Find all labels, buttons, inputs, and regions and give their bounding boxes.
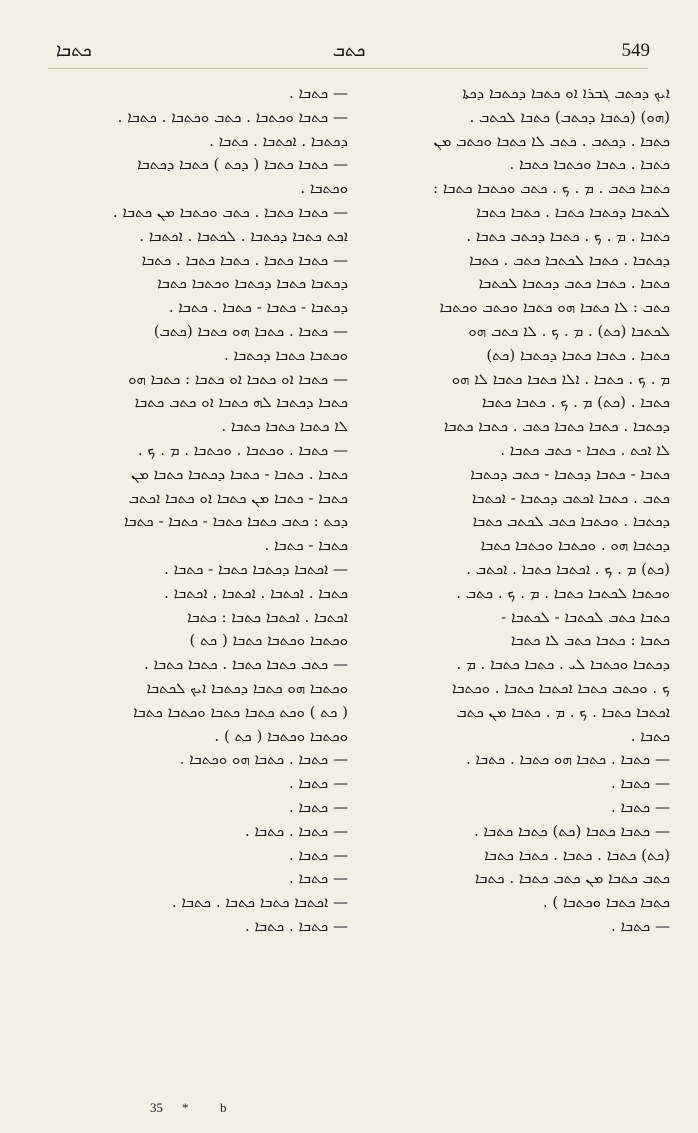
- text-line: — ܟܬܒܐ .: [288, 774, 348, 793]
- page-header: [48, 40, 650, 68]
- text-line: ܟܬܒ : ܠܐ ܟܬܒܐ ܗܘ ܟܬܒܐ ܘܟܬܒ ܘܟܬܒܐ: [439, 298, 670, 317]
- text-line: ܟܬܒܐ - ܟܬܒܐ ܡܢ ܟܬܒܐ ܐܘ ܟܬܒܐ ܐܟܬܒ: [128, 488, 348, 507]
- text-line: ܐܟܬ ܟܬܒܐ ܕܟܬܒܐ . ܠܟܬܒܐ . ܐܟܬܒܐ .: [139, 226, 348, 245]
- text-line: — ܟܬܒܐ . ܟܬܒܐ .: [244, 821, 348, 840]
- asterisk-mark: *: [182, 1100, 189, 1115]
- text-line: — ܟܬܒܐ ܟܬܒܐ ( ܕܟܬ ) ܟܬܒܐ ܕܟܬܒܐ: [137, 155, 348, 174]
- text-line: — ܟܬܒܐ .: [610, 916, 670, 935]
- text-line: — ܟܬܒܐ ܟܬܒܐ . ܟܬܒܐ ܟܬܒܐ . ܟܬܒܐ: [141, 250, 348, 269]
- text-line: ܟܬܒܐ - ܟܬܒܐ .: [264, 536, 348, 555]
- text-line: ܘܟܬܒܐ ܠܟܬܒܐ ܟܬܒܐ . ܡ . ܟ . ܟܬܒ .: [456, 583, 670, 602]
- text-line: ܐܝܟ ܕܟܬܒ ܓܒܪܐ ܐܘ ܟܬܒܐ ܕܟܬܒܐ ܕܟܬܐ: [462, 84, 670, 102]
- text-line: — ܟܬܒܐ .: [288, 797, 348, 816]
- text-line: ܠܟܬܒܐ ܕܟܬܒܐ ܟܬܒܐ . ܟܬܒܐ ܟܬܒܐ: [476, 202, 670, 221]
- text-line: ܐܟܬܒܐ ܟܬܒܐ . ܟ . ܡ . ܟܬܒܐ ܡܢ ܟܬܒ: [456, 702, 670, 721]
- signature-mark: 35: [150, 1100, 163, 1115]
- text-line: (ܟܬ) ܟܬܒܐ . ܟܬܒܐ . ܟܬܒܐ ܟܬܒܐ: [484, 845, 670, 864]
- text-line: ܟܬܒܐ ܟܬܒ . ܡ . ܟ . ܟܬܒ ܘܟܬܒܐ ܟܬܒܐ :: [433, 179, 670, 198]
- page-number: 549: [621, 40, 650, 61]
- text-line: ܕܟܬ : ܟܬܒ ܟܬܒܐ ܟܬܒܐ - ܟܬܒܐ - ܟܬܒܐ: [123, 512, 348, 531]
- text-line: ܕܟܬܒܐ ܗܘ . ܘܟܬܒܐ ܘܟܬܒܐ ܟܬܒܐ: [480, 536, 670, 555]
- text-line: ܟܬܒܐ . ܐܟܬܒܐ . ܐܟܬܒܐ . ܐܟܬܒܐ .: [164, 583, 348, 602]
- text-line: ܘܟܬܒܐ ܗܘ ܟܬܒܐ ܕܟܬܒܐ ܐܝܟ ܠܟܬܒܐ: [146, 678, 348, 697]
- text-line: — ܟܬܒܐ .: [288, 845, 348, 864]
- right-column: [370, 82, 670, 939]
- text-line: ( ܟܬ ) ܘܟܬ ܟܬܒܐ ܟܬܒܐ ܘܟܬܒܐ ܟܬܒܐ: [133, 702, 348, 721]
- text-line: ܟܬܒܐ . (ܟܬ) ܡ . ܟ . ܟܬܒܐ ܟܬܒܐ: [481, 393, 670, 412]
- text-line: ܕܟܬܒܐ - ܟܬܒܐ - ܟܬܒܐ . ܟܬܒܐ .: [168, 298, 348, 317]
- text-line: ܘܟܬܒܐ .: [300, 179, 348, 198]
- text-line: (ܟܬ) ܡ . ܟ . ܐܟܬܒܐ ܟܬܒܐ . ܐܟܬܒ .: [466, 559, 670, 578]
- text-line: — ܟܬܒܐ .: [288, 869, 348, 888]
- text-line: ܟܬܒܐ .: [630, 726, 670, 745]
- text-line: (ܗܘ) (ܟܬܒܐ ܕܟܬܒ) ܟܬܒܐ ܠܟܬܒ .: [469, 107, 670, 126]
- text-line: ܕܟܬܒܐ . ܘܟܬܒܐ ܟܬܒ ܠܟܬܒ ܟܬܒܐ: [472, 512, 670, 531]
- text-line: ܠܟܬܒܐ (ܟܬ) . ܡ . ܟ . ܠܐ ܟܬܒ ܗܘ: [468, 321, 670, 340]
- text-line: ܟܬܒܐ . ܡ . ܟ . ܟܬܒܐ ܕܟܬܒ ܟܬܒܐ .: [466, 226, 670, 245]
- text-line: — ܟܬܒܐ ܐܘ ܟܬܒܐ ܐܘ ܟܬܒܐ : ܟܬܒܐ ܗܘ: [128, 369, 348, 388]
- text-line: ܟ . ܘܟܬܒ ܟܬܒܐ ܐܟܬܒܐ ܟܬܒܐ . ܘܟܬܒܐ: [451, 678, 670, 697]
- text-line: ܕܟܬܒܐ . ܟܬܒܐ ܟܬܒܐ ܟܬܒ . ܟܬܒܐ ܟܬܒܐ: [443, 417, 670, 436]
- text-line: — ܐܟܬܒܐ ܟܬܒܐ ܟܬܒܐ . ܟܬܒܐ .: [171, 893, 348, 912]
- text-line: ܕܟܬܒܐ ܟܬܒܐ ܕܟܬܒܐ ܘܟܬܒܐ ܟܬܒܐ: [157, 274, 348, 293]
- running-head-center: ܟܬܒ: [332, 40, 366, 61]
- left-column: [48, 82, 348, 939]
- text-line: ܟܬܒܐ - ܟܬܒܐ ܕܟܬܒܐ - ܟܬܒ ܕܟܬܒܐ: [470, 464, 670, 483]
- text-line: ܟܬܒ . ܟܬܒܐ ܐܟܬܒ ܕܟܬܒܐ - ܐܟܬܒܐ: [471, 488, 670, 507]
- text-line: ܡ . ܟ . ܟܬܒܐ . ܐܠܐ ܟܬܒܐ ܟܬܒܐ ܠܐ ܗܘ: [451, 369, 670, 388]
- text-line: — ܟܬܒܐ .: [610, 774, 670, 793]
- text-line: ܕܟܬܒܐ . ܐܟܬܒܐ . ܟܬܒܐ .: [209, 131, 348, 150]
- text-line: ܕܟܬܒܐ ܘܟܬܒܐ ܠܝ . ܟܬܒܐ ܟܬܒܐ . ܡ .: [456, 655, 670, 674]
- header-rule: [48, 68, 648, 69]
- text-line: ܟܬܒܐ . ܟܬܒܐ ܟܬܒܐ ܕܟܬܒܐ (ܟܬ): [486, 345, 670, 364]
- text-line: ܟܬܒܐ : ܟܬܒܐ ܟܬܒ ܠܐ ܟܬܒܐ: [510, 631, 670, 650]
- text-line: — ܟܬܒܐ .: [610, 797, 670, 816]
- text-line: ܘܟܬܒܐ ܟܬܒܐ ܕܟܬܒܐ .: [224, 345, 348, 364]
- running-head-left: ܟܬܒܐ: [56, 40, 92, 61]
- text-line: ܟܬܒܐ . ܟܬܒܐ ܟܬܒ ܕܟܬܒܐ ܠܟܬܒܐ: [478, 274, 670, 293]
- text-line: ܟܬܒܐ ܕܟܬܒܐ ܠܗ ܟܬܒܐ ܐܘ ܟܬܒ ܟܬܒܐ: [134, 393, 348, 412]
- text-line: ܠܐ ܟܬܒܐ ܟܬܒܐ ܟܬܒܐ .: [221, 417, 348, 436]
- text-line: ܟܬܒܐ . ܕܟܬܒ . ܟܬܒ ܠܐ ܟܬܒܐ ܘܟܬܒ ܡܢ: [433, 131, 670, 150]
- text-line: ܟܬܒܐ . ܟܬܒܐ ܘܟܬܒܐ ܟܬܒܐ .: [509, 155, 670, 174]
- text-line: — ܟܬܒܐ ܟܬܒܐ . ܟܬܒ ܘܟܬܒܐ ܡܢ ܟܬܒܐ .: [112, 202, 348, 221]
- text-line: — ܐܟܬܒܐ ܕܟܬܒܐ ܟܬܒܐ - ܟܬܒܐ .: [164, 559, 348, 578]
- text-line: ܟܬܒ ܟܬܒܐ ܡܢ ܟܬܒ ܟܬܒܐ . ܟܬܒܐ: [474, 869, 670, 888]
- text-line: — ܟܬܒܐ . ܟܬܒܐ ܗܘ ܟܬܒܐ (ܟܬܒ): [153, 321, 348, 340]
- text-line: ܟܬܒܐ ܟܬܒܐ ܘܟܬܒܐ ) .: [542, 893, 670, 912]
- text-line: ܟܬܒܐ ܟܬܒ ܠܟܬܒܐ - ܠܟܬܒܐ -: [501, 607, 670, 626]
- text-line: ܟܬܒܐ . ܟܬܒܐ - ܟܬܒܐ ܕܟܬܒܐ ܟܬܒܐ ܡܢ: [130, 464, 348, 483]
- text-line: ܘܟܬܒܐ ܘܟܬܒܐ ( ܟܬ ) .: [214, 726, 348, 745]
- text-line: — ܟܬܒܐ ܘܟܬܒܐ . ܟܬܒ ܘܟܬܒܐ . ܟܬܒܐ .: [117, 107, 348, 126]
- text-line: — ܟܬܒܐ . ܟܬܒܐ ܗܘ ܟܬܒܐ . ܟܬܒܐ .: [465, 750, 670, 769]
- text-line: ܕܟܬܒܐ . ܟܬܒܐ ܠܟܬܒܐ ܟܬܒ . ܟܬܒܐ: [469, 250, 670, 269]
- text-line: ܐܟܬܒܐ . ܐܟܬܒܐ ܟܬܒܐ : ܟܬܒܐ: [187, 607, 348, 626]
- text-line: — ܟܬܒܐ . ܟܬܒܐ ܗܘ ܘܟܬܒܐ .: [179, 750, 348, 769]
- text-line: ܘܟܬܒܐ ܘܟܬܒܐ ܟܬܒܐ ( ܟܬ ): [189, 631, 348, 650]
- text-line: — ܟܬܒܐ . ܟܬܒܐ .: [244, 916, 348, 935]
- sheet-letter: b: [220, 1100, 227, 1115]
- text-line: — ܟܬܒܐ . ܘܟܬܒܐ . ܘܟܬܒܐ . ܡ . ܟ .: [137, 440, 348, 459]
- text-line: — ܟܬܒܐ ܟܬܒܐ (ܟܬ) ܟܬܒܐ ܟܬܒܐ .: [474, 821, 670, 840]
- text-line: — ܟܬܒ ܟܬܒܐ ܟܬܒܐ . ܟܬܒܐ ܟܬܒܐ .: [143, 655, 348, 674]
- text-line: ܠܐ ܐܟܬ . ܟܬܒܐ - ܟܬܒ ܟܬܒܐ .: [500, 440, 670, 459]
- text-line: — ܟܬܒܐ .: [288, 84, 348, 102]
